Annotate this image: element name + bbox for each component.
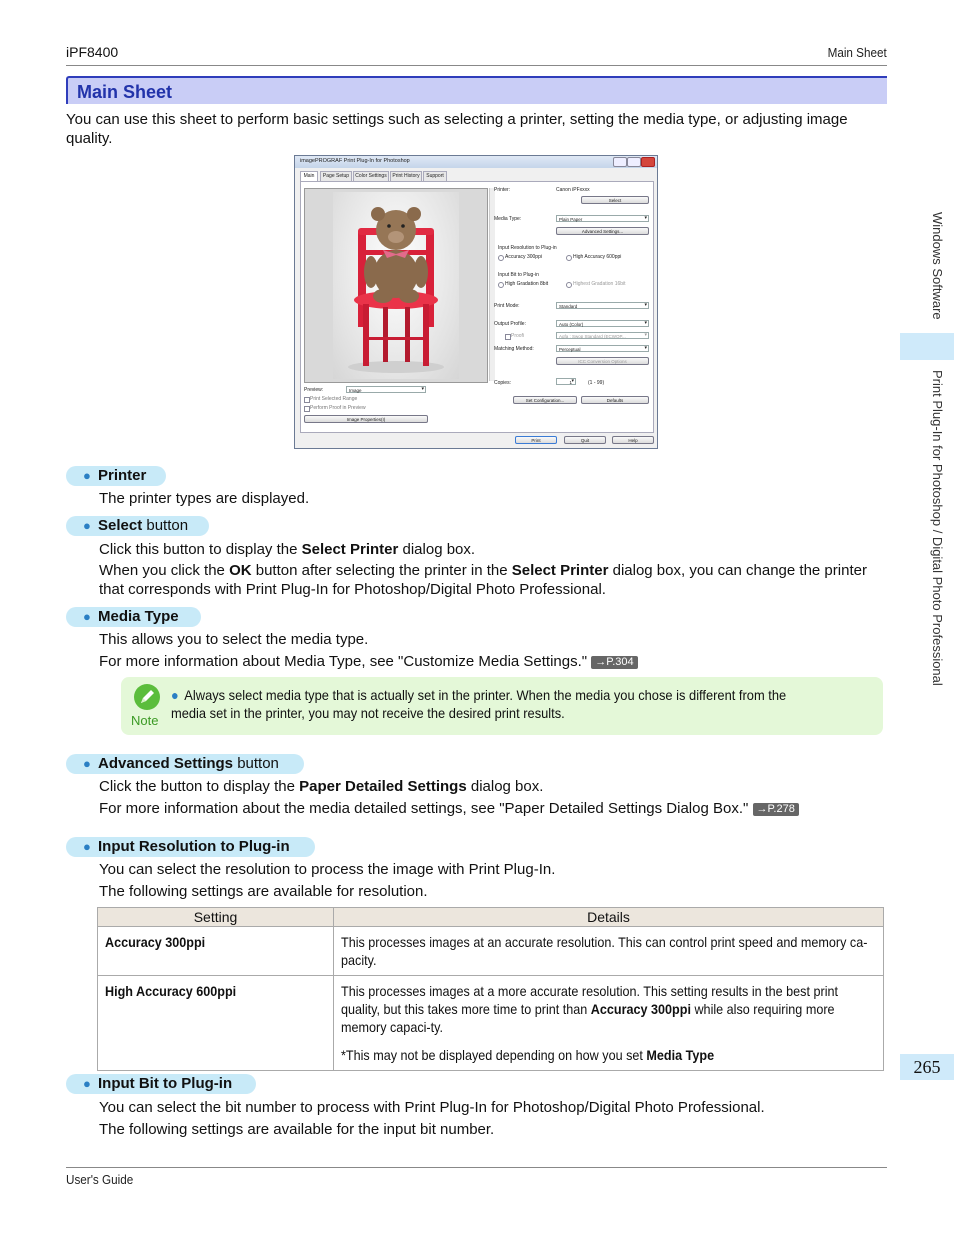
- note-box: [121, 677, 883, 735]
- icc-conversion-button[interactable]: ICC Conversion Options: [556, 357, 649, 365]
- proof-preview-label: Perform Proof in Preview: [310, 405, 366, 411]
- tab-main[interactable]: Main: [300, 171, 318, 182]
- printer-label: Printer:: [494, 187, 511, 193]
- print-button[interactable]: Print: [515, 436, 557, 444]
- plugin-dialog-screenshot: [294, 155, 658, 449]
- pencil-icon: [134, 684, 160, 710]
- setting-accuracy-300: Accuracy 300ppi: [105, 934, 206, 950]
- select-description-1: Click this button to display the Select Printer dialog box.: [99, 541, 476, 558]
- page-title: Main Sheet: [77, 82, 173, 102]
- preview-label: Preview:: [304, 387, 324, 393]
- header-model: iPF8400: [66, 44, 119, 60]
- copies-label: Copies:: [494, 380, 511, 386]
- tab-page-setup[interactable]: Page Setup: [320, 171, 352, 182]
- tab-color-settings[interactable]: Color Settings: [353, 171, 389, 182]
- bullet-icon: ●: [83, 756, 91, 771]
- output-profile-select[interactable]: Auto (Color) ▾: [556, 320, 649, 327]
- radio-8bit-label: High Gradation 8bit: [505, 281, 549, 287]
- resolution-table: [97, 907, 884, 1071]
- header-rule: [66, 65, 887, 66]
- output-profile-label: Output Profile:: [494, 321, 526, 327]
- table-header-details: Details: [334, 908, 884, 927]
- print-mode-label: Print Mode:: [494, 303, 520, 309]
- radio-16bit[interactable]: [566, 282, 572, 288]
- input-res-description-2: The following settings are available for resolution.: [99, 883, 428, 900]
- select-description-2: When you click the OK button after selecting the printer in the Select Printer dialog box, you can change the printer that corresponds with Print Plug-In for Photoshop/Digital Photo Professional.: [99, 562, 867, 598]
- radio-accuracy-300-label: Accuracy 300ppi: [505, 254, 542, 260]
- advanced-description-2: For more information about the media detailed settings, see "Paper Detailed Settings Dialog Box." →P.278: [99, 799, 879, 818]
- input-bit-label: Input Bit to Plug-in: [498, 272, 539, 278]
- proof-label: Proofi: [511, 333, 525, 339]
- advanced-settings-button[interactable]: Advanced Settings...: [556, 227, 649, 235]
- advanced-description-1: Click the button to display the Paper Detailed Settings dialog box.: [99, 778, 544, 795]
- bullet-icon: ●: [83, 609, 91, 624]
- intro-paragraph: You can use this sheet to perform basic settings such as selecting a printer, setting the media type, or adjusting image quality.: [66, 111, 848, 147]
- side-tab-marker: [900, 333, 954, 360]
- radio-accuracy-600[interactable]: [566, 255, 572, 261]
- defaults-button[interactable]: Defaults: [581, 396, 649, 404]
- section-label-input-resolution: ● Input Resolution to Plug-in: [66, 837, 315, 857]
- set-configuration-button[interactable]: Set Configuration...: [513, 396, 577, 404]
- section-label-advanced-settings: ● Advanced Settings button: [66, 754, 304, 774]
- page-ref-link[interactable]: →P.304: [591, 656, 637, 669]
- note-text: ● Always select media type that is actually set in the printer. When the media you chose is different from the media set in the printer, you may not receive the desired print results.: [171, 687, 787, 721]
- bullet-icon: ●: [83, 1076, 91, 1091]
- bullet-icon: ●: [83, 518, 91, 533]
- print-selected-range-label: Print Selected Range: [310, 396, 358, 402]
- section-label-printer: ● Printer: [66, 466, 166, 486]
- copies-range: (1 - 99): [588, 380, 605, 386]
- close-icon[interactable]: [641, 157, 655, 167]
- minimize-icon[interactable]: [613, 157, 627, 167]
- page-title-bar: [66, 76, 887, 104]
- page-number: 265: [900, 1054, 954, 1080]
- image-properties-button[interactable]: Image Properties(I): [304, 415, 428, 423]
- setting-accuracy-600: High Accuracy 600ppi: [105, 983, 237, 999]
- quit-button[interactable]: Quit: [564, 436, 606, 444]
- detail-accuracy-600-note: *This may not be displayed depending on how you set Media Type: [341, 1047, 715, 1063]
- table-row: [98, 976, 884, 1071]
- printer-description: The printer types are displayed.: [99, 490, 310, 507]
- maximize-icon[interactable]: [627, 157, 641, 167]
- teddy-bear-chair-image: [333, 192, 459, 379]
- media-description-2: For more information about Media Type, see "Customize Media Settings." →P.304: [99, 652, 879, 671]
- input-bit-description-2: The following settings are available for the input bit number.: [99, 1121, 495, 1138]
- radio-accuracy-300[interactable]: [498, 255, 504, 261]
- section-label-media-type: ● Media Type: [66, 607, 201, 627]
- bullet-icon: ●: [83, 839, 91, 854]
- print-mode-select[interactable]: Standard ▾: [556, 302, 649, 309]
- media-type-label: Media Type:: [494, 216, 522, 222]
- copies-input[interactable]: 1 ▾: [556, 378, 576, 385]
- preview-photo: [333, 192, 459, 379]
- main-tab-pane: [300, 181, 654, 433]
- footer-rule: [66, 1167, 887, 1168]
- proof-select[interactable]: Agfa : Swop Standard (ECWOP... ▾: [556, 332, 649, 339]
- printer-value: Canon iPFxxxx: [556, 187, 590, 193]
- radio-8bit[interactable]: [498, 282, 504, 288]
- input-res-description-1: You can select the resolution to process the image with Print Plug-In.: [99, 861, 556, 878]
- matching-method-label: Matching Method:: [494, 346, 534, 352]
- radio-16bit-label: Highest Gradation 16bit: [573, 281, 626, 287]
- side-section-windows-software: Windows Software: [930, 212, 945, 320]
- input-resolution-label: Input Resolution to Plug-in: [498, 245, 557, 251]
- bullet-icon: ●: [83, 468, 91, 483]
- section-label-input-bit: ● Input Bit to Plug-in: [66, 1074, 256, 1094]
- preview-area: [304, 188, 488, 383]
- detail-accuracy-600: This processes images at a more accurate resolution. This setting results in the best print quality, but this takes more time to print than Accuracy 300ppi while also requiring more memory capaci-ty.: [341, 983, 839, 1035]
- dialog-titlebar: [295, 156, 657, 168]
- tab-print-history[interactable]: Print History: [390, 171, 422, 182]
- radio-accuracy-600-label: High Accuracy 600ppi: [573, 254, 622, 260]
- media-type-select[interactable]: Plain Paper ▾: [556, 215, 649, 222]
- table-row: [98, 927, 884, 976]
- page-ref-link[interactable]: →P.278: [753, 803, 799, 816]
- side-section-print-plugin: Print Plug-In for Photoshop / Digital Photo Professional: [930, 370, 945, 686]
- preview-select[interactable]: Image ▾: [346, 386, 426, 393]
- tab-support[interactable]: Support: [423, 171, 447, 182]
- header-section: Main Sheet: [827, 45, 887, 60]
- detail-accuracy-300: This processes images at an accurate resolution. This can control print speed and memory ca-pacity.: [341, 934, 868, 968]
- media-description-1: This allows you to select the media type.: [99, 631, 369, 648]
- section-label-select: ● Select button: [66, 516, 209, 536]
- dialog-title: imagePROGRAF Print Plug-In for Photoshop: [300, 158, 410, 164]
- input-bit-description-1: You can select the bit number to process with Print Plug-In for Photoshop/Digital Photo Professional.: [99, 1099, 765, 1116]
- note-label: Note: [131, 713, 159, 728]
- table-header-setting: Setting: [98, 908, 334, 927]
- footer-text: User's Guide: [66, 1172, 134, 1187]
- matching-method-select[interactable]: Perceptual ▾: [556, 345, 649, 352]
- help-button[interactable]: Help: [612, 436, 654, 444]
- select-button[interactable]: Select: [581, 196, 649, 204]
